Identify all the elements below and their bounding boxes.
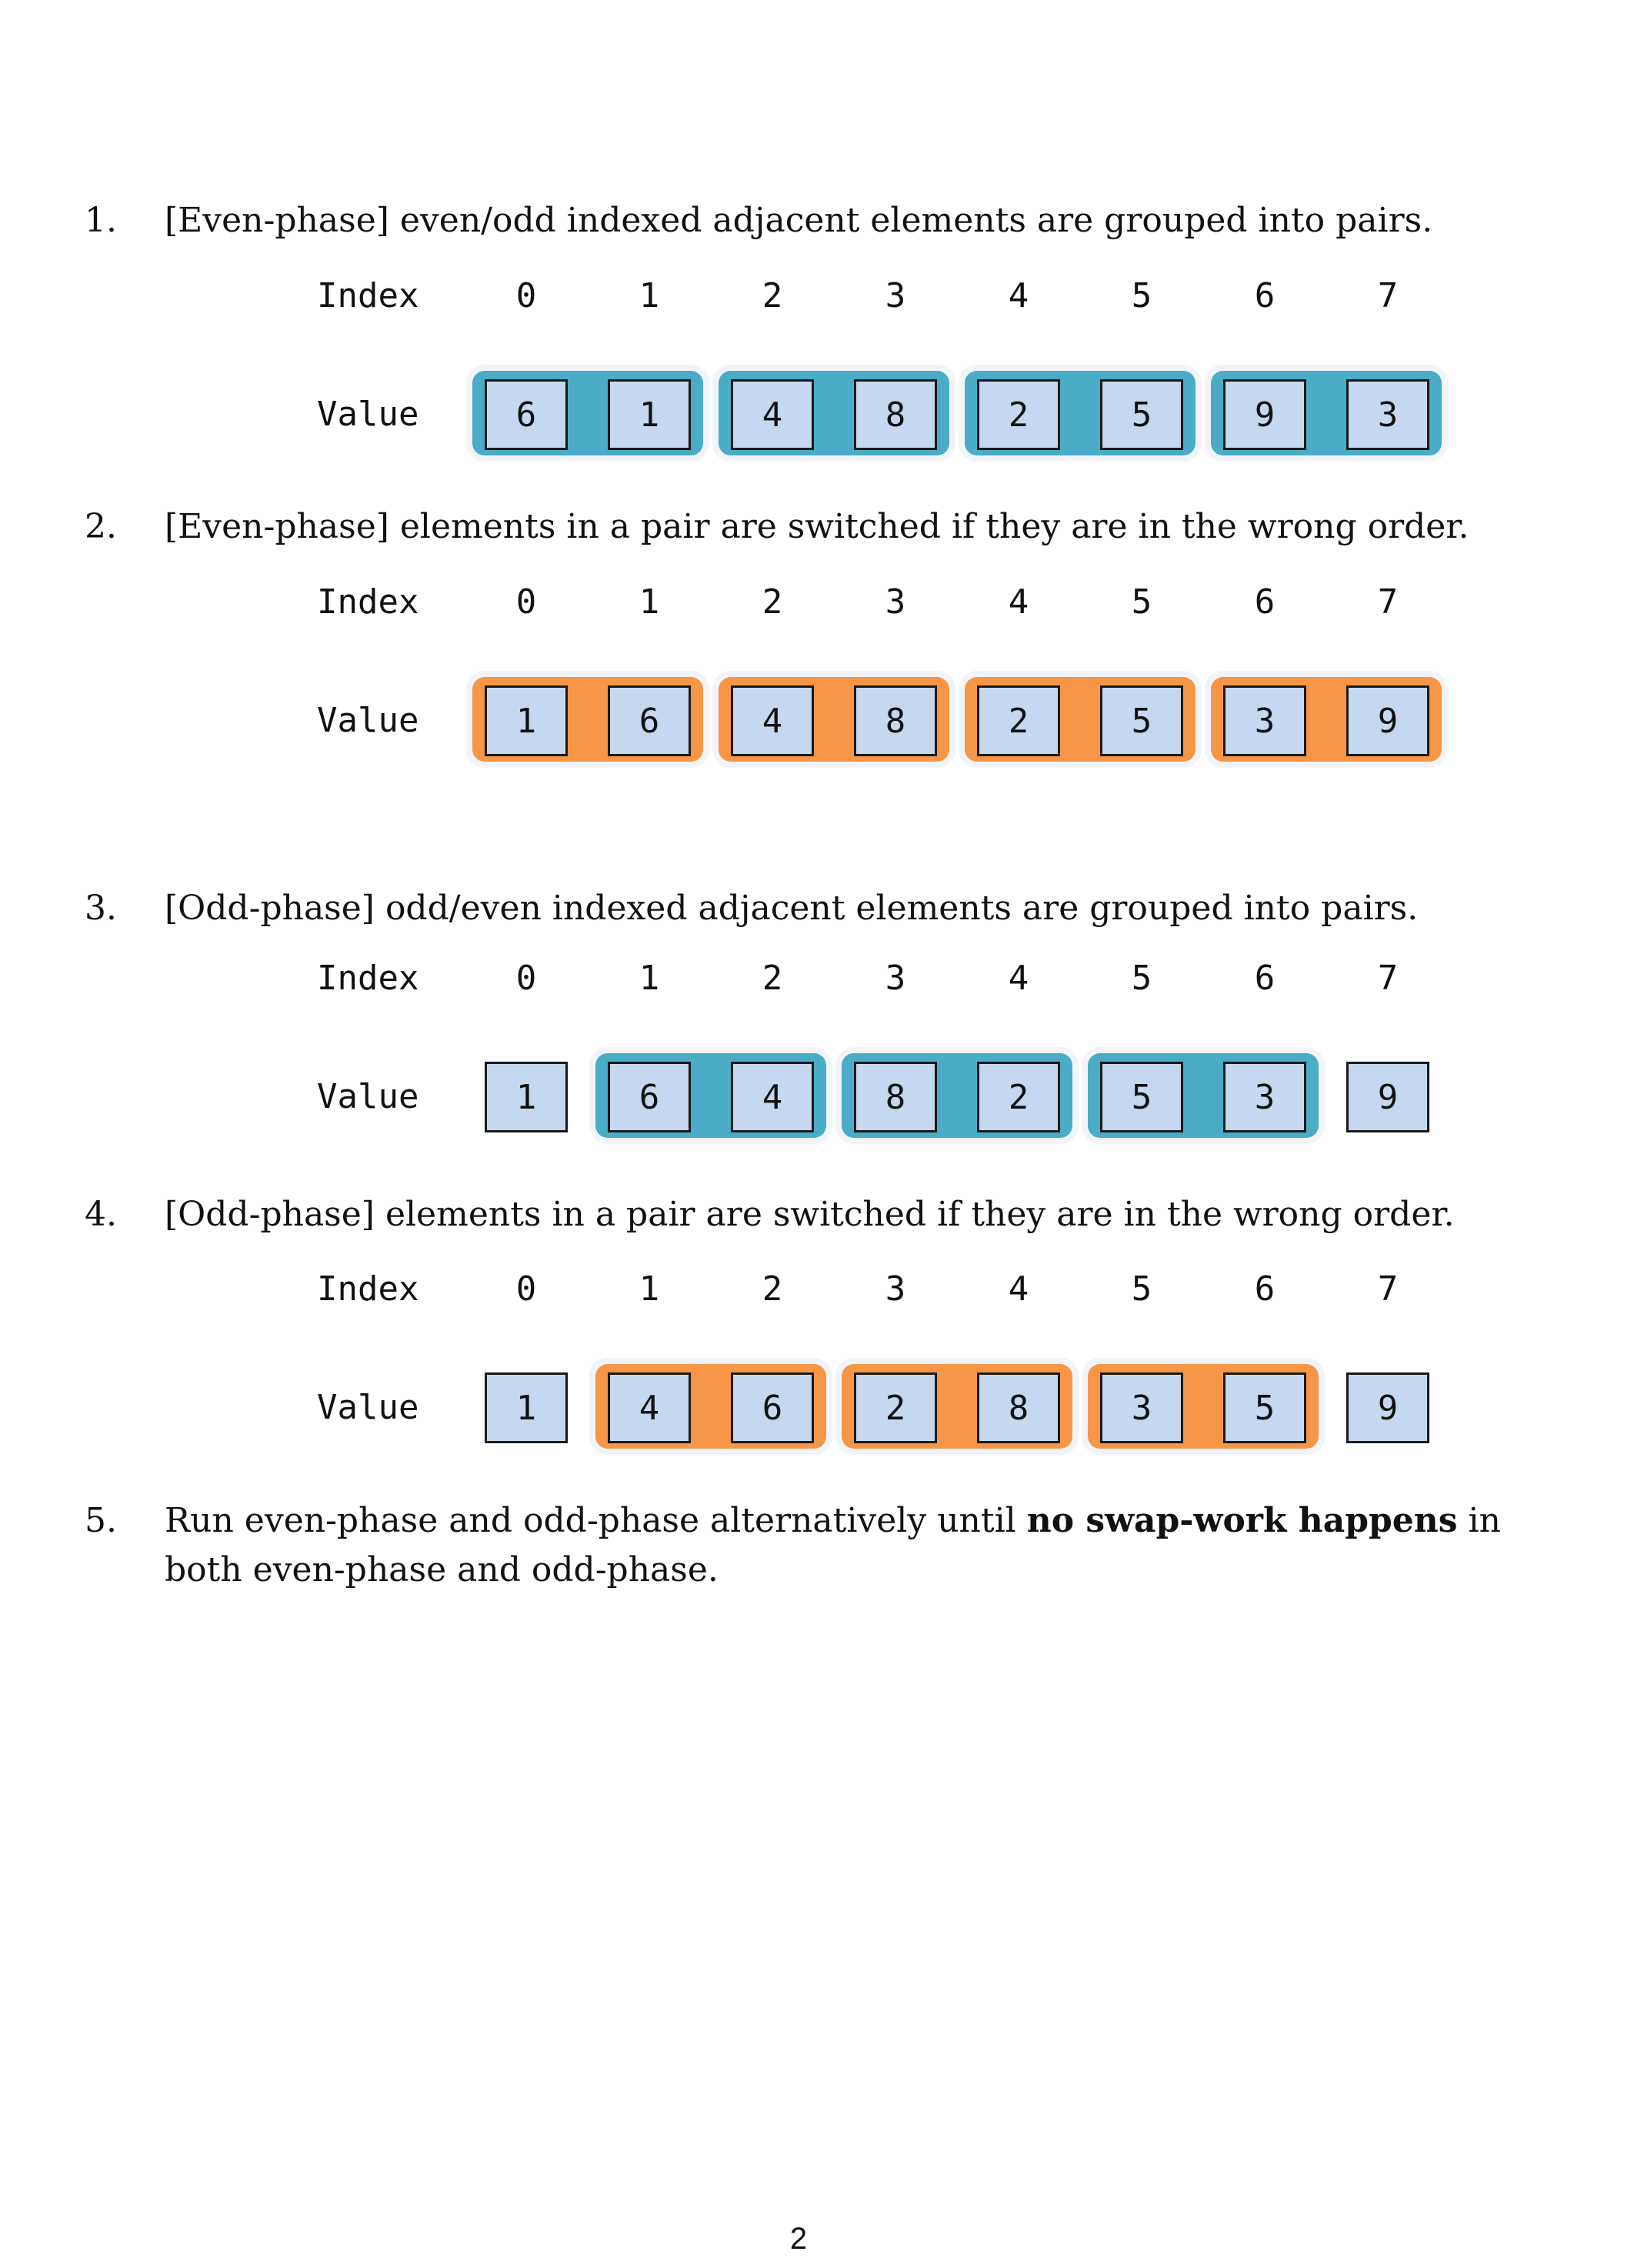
index-number: 7 xyxy=(1377,959,1399,998)
index-number: 3 xyxy=(885,959,906,998)
index-number: 2 xyxy=(762,959,783,998)
value-cell: 2 xyxy=(977,685,1060,756)
value-cell: 8 xyxy=(854,1062,937,1132)
index-number: 0 xyxy=(515,1269,537,1309)
value-label: Value xyxy=(317,1077,419,1116)
value-cell: 2 xyxy=(977,1062,1060,1132)
value-cell: 5 xyxy=(1100,379,1183,450)
index-number: 6 xyxy=(1254,582,1276,622)
value-cell: 5 xyxy=(1100,685,1183,756)
index-number: 6 xyxy=(1254,1269,1276,1309)
index-number: 5 xyxy=(1131,276,1152,315)
value-cell: 3 xyxy=(1223,1062,1306,1132)
index-number: 0 xyxy=(515,276,537,315)
index-label: Index xyxy=(317,276,419,315)
step-text: [Even-phase] even/odd indexed adjacent elements are grouped into pairs. xyxy=(165,201,1433,240)
array-diagram-2 xyxy=(0,579,1644,779)
value-cell: 1 xyxy=(485,1372,568,1443)
index-number: 4 xyxy=(1008,959,1029,998)
index-label: Index xyxy=(317,582,419,622)
step-text: [Even-phase] elements in a pair are switched if they are in the wrong order. xyxy=(165,507,1469,546)
index-number: 2 xyxy=(762,1269,783,1309)
index-number: 4 xyxy=(1008,276,1029,315)
value-cell: 1 xyxy=(608,379,691,450)
index-number: 0 xyxy=(515,582,537,622)
index-number: 6 xyxy=(1254,959,1276,998)
value-cell: 6 xyxy=(608,1062,691,1132)
value-cell: 9 xyxy=(1346,1372,1429,1443)
index-number: 5 xyxy=(1131,582,1152,622)
index-number: 3 xyxy=(885,582,906,622)
index-number: 1 xyxy=(639,959,660,998)
index-number: 4 xyxy=(1008,582,1029,622)
step-text-part: Run even-phase and odd-phase alternatively until xyxy=(165,1501,1027,1540)
value-label: Value xyxy=(317,701,419,740)
index-label: Index xyxy=(317,959,419,998)
index-number: 3 xyxy=(885,1269,906,1309)
index-number: 1 xyxy=(639,582,660,622)
array-diagram-4 xyxy=(0,1266,1644,1466)
step-number: 1. xyxy=(85,201,117,240)
index-number: 5 xyxy=(1131,1269,1152,1309)
value-cell: 1 xyxy=(485,685,568,756)
index-number: 7 xyxy=(1377,1269,1399,1309)
index-number: 1 xyxy=(639,276,660,315)
value-cell: 8 xyxy=(854,685,937,756)
value-cell: 3 xyxy=(1346,379,1429,450)
step-text-emphasis: no swap-work happens xyxy=(1026,1501,1458,1540)
array-diagram-1 xyxy=(0,273,1644,473)
value-label: Value xyxy=(317,1388,419,1427)
value-cell: 6 xyxy=(731,1372,814,1443)
step-text-part: in both even-phase and odd-phase. xyxy=(165,1501,1501,1589)
step-number: 2. xyxy=(85,507,117,546)
value-cell: 9 xyxy=(1346,685,1429,756)
value-cell: 3 xyxy=(1223,685,1306,756)
index-number: 3 xyxy=(885,276,906,315)
index-number: 6 xyxy=(1254,276,1276,315)
value-cell: 5 xyxy=(1223,1372,1306,1443)
step-number: 5. xyxy=(85,1501,117,1540)
index-number: 4 xyxy=(1008,1269,1029,1309)
index-label: Index xyxy=(317,1269,419,1309)
value-cell: 9 xyxy=(1346,1062,1429,1132)
value-cell: 5 xyxy=(1100,1062,1183,1132)
index-number: 7 xyxy=(1377,582,1399,622)
index-number: 2 xyxy=(762,276,783,315)
page-number: 2 xyxy=(789,2222,808,2256)
value-cell: 9 xyxy=(1223,379,1306,450)
step-text: [Odd-phase] odd/even indexed adjacent elements are grouped into pairs. xyxy=(165,889,1419,928)
step-number: 3. xyxy=(85,889,117,928)
step-number: 4. xyxy=(85,1195,117,1234)
value-cell: 2 xyxy=(854,1372,937,1443)
value-label: Value xyxy=(317,395,419,434)
index-number: 1 xyxy=(639,1269,660,1309)
step-text: [Odd-phase] elements in a pair are switched if they are in the wrong order. xyxy=(165,1195,1455,1234)
value-cell: 6 xyxy=(485,379,568,450)
value-cell: 3 xyxy=(1100,1372,1183,1443)
value-cell: 8 xyxy=(854,379,937,450)
value-cell: 8 xyxy=(977,1372,1060,1443)
index-number: 2 xyxy=(762,582,783,622)
value-cell: 4 xyxy=(608,1372,691,1443)
value-cell: 4 xyxy=(731,1062,814,1132)
value-cell: 2 xyxy=(977,379,1060,450)
value-cell: 4 xyxy=(731,685,814,756)
value-cell: 6 xyxy=(608,685,691,756)
value-cell: 1 xyxy=(485,1062,568,1132)
array-diagram-3 xyxy=(0,956,1644,1156)
index-number: 7 xyxy=(1377,276,1399,315)
value-cell: 4 xyxy=(731,379,814,450)
index-number: 0 xyxy=(515,959,537,998)
index-number: 5 xyxy=(1131,959,1152,998)
step-text xyxy=(165,1496,1519,1595)
